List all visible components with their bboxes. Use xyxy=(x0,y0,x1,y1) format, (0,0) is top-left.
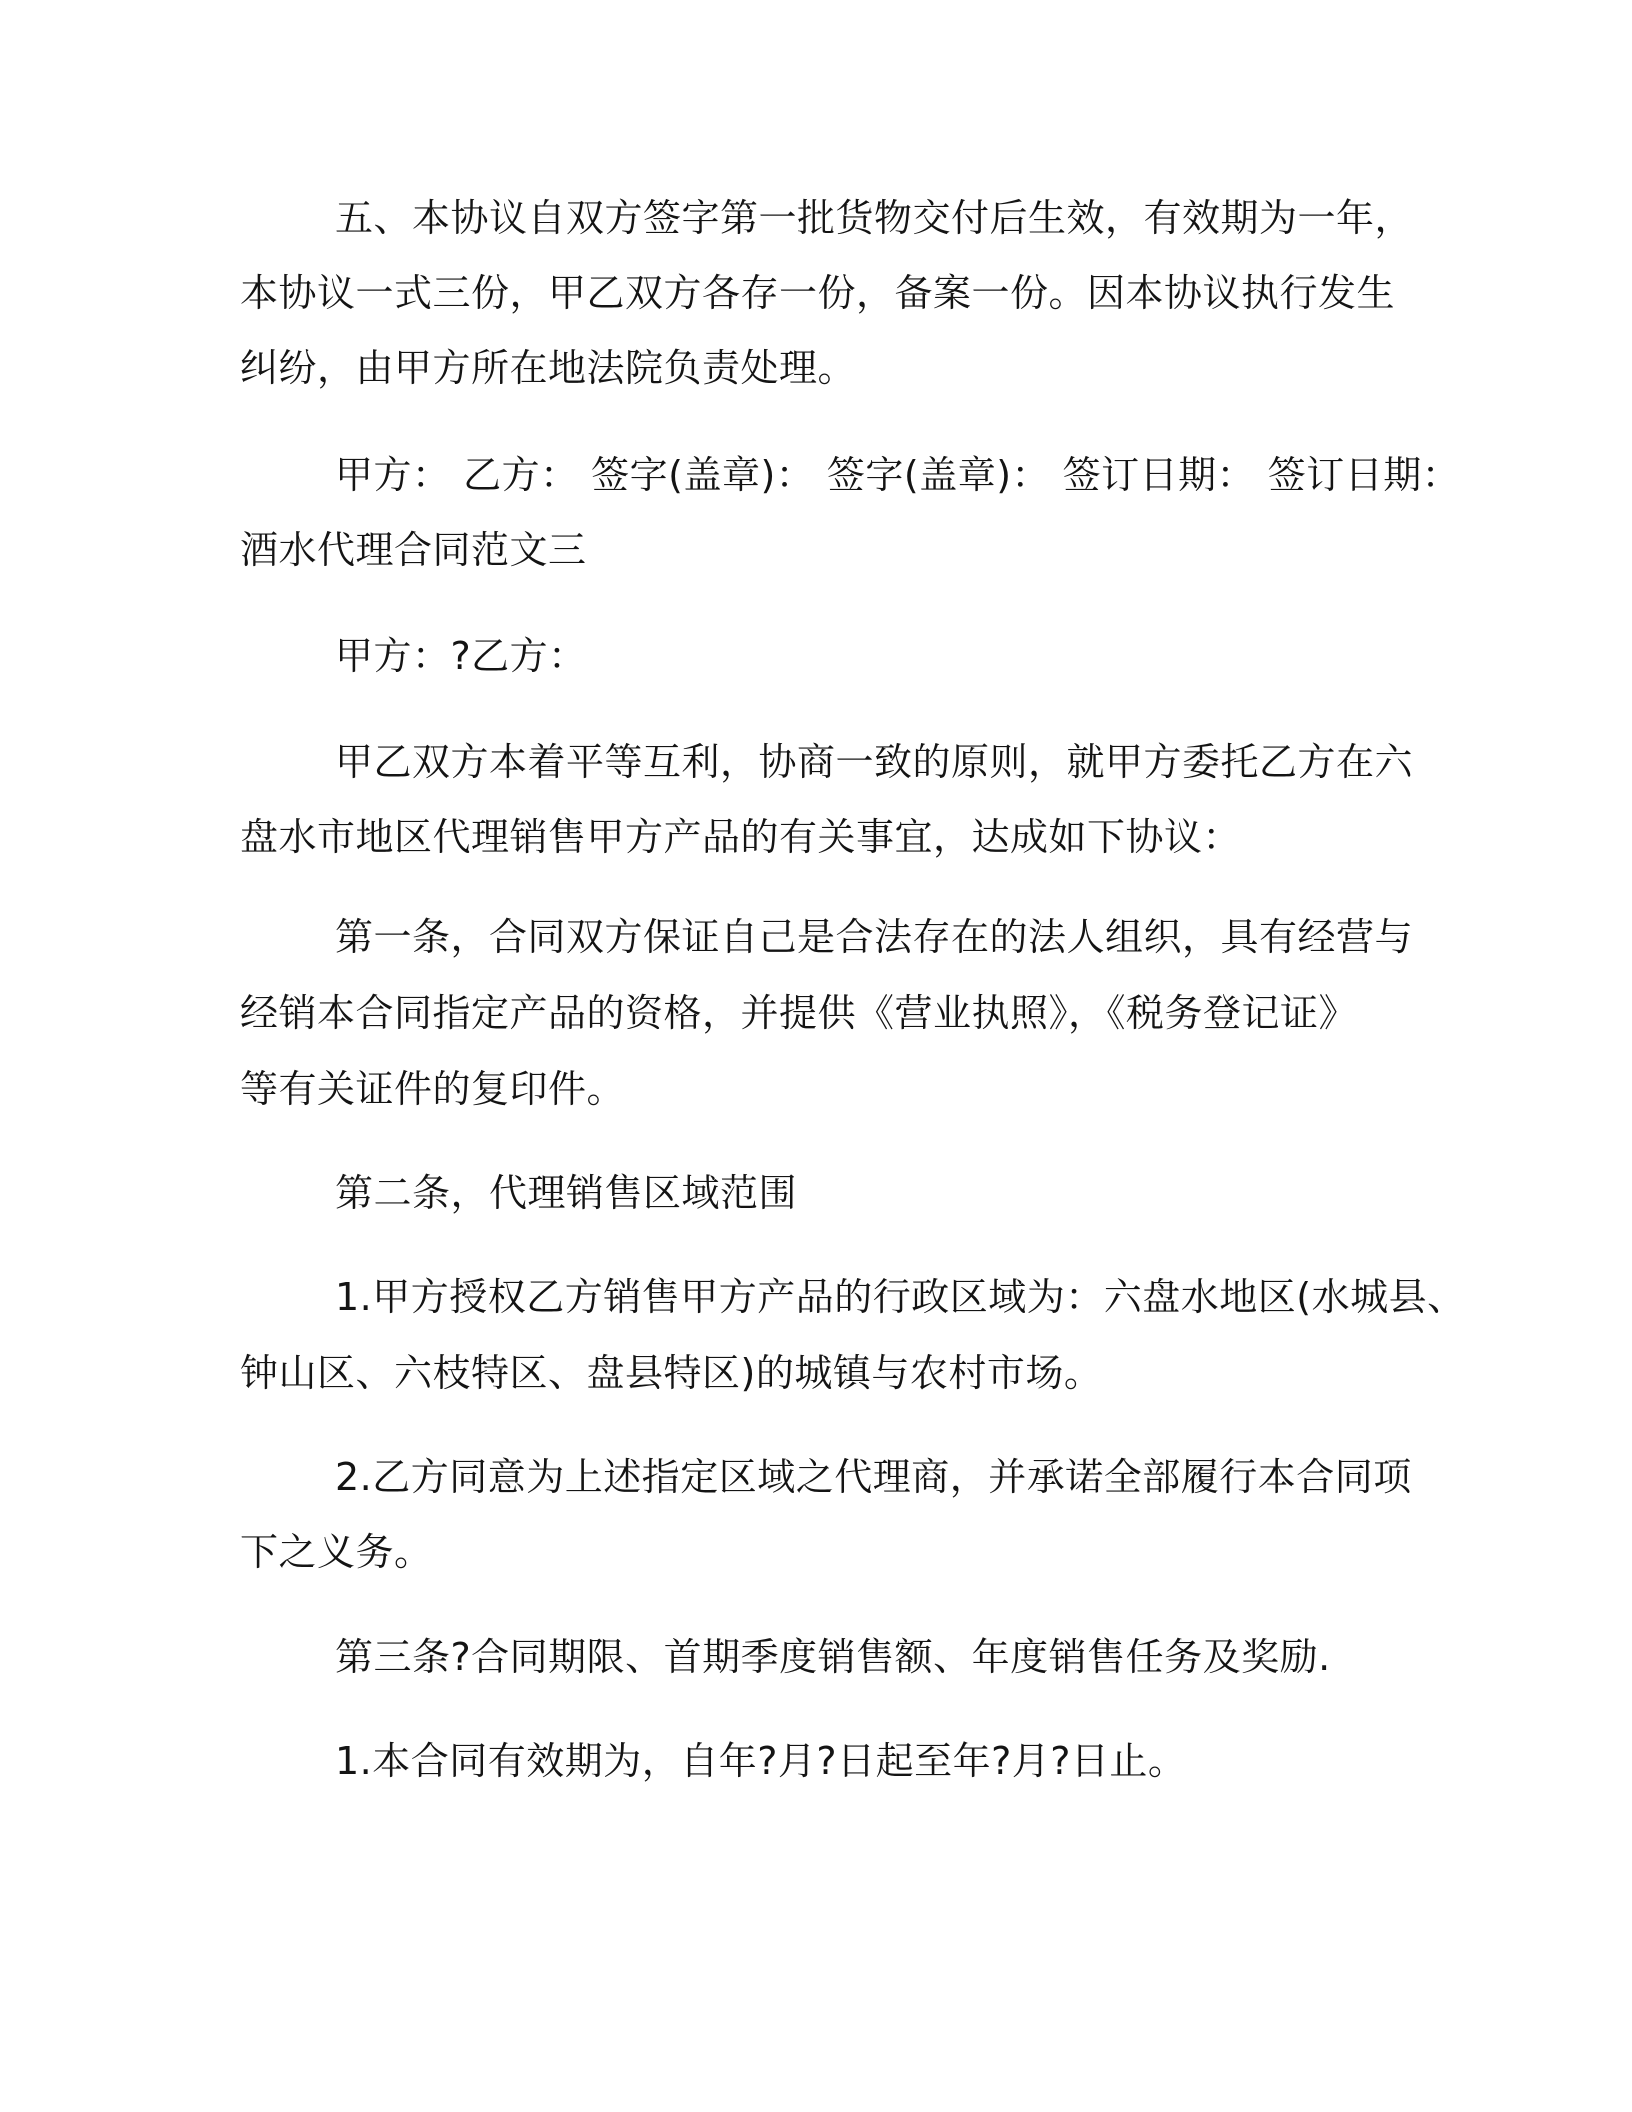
paragraph-8-line-1: 2.乙方同意为上述指定区域之代理商，并承诺全部履行本合同项 xyxy=(335,1455,1412,1499)
paragraph-5-line-2: 经销本合同指定产品的资格，并提供《营业执照》，《税务登记证》 xyxy=(240,991,1358,1035)
paragraph-4-line-2: 盘水市地区代理销售甲方产品的有关事宜，达成如下协议： xyxy=(240,815,1242,859)
paragraph-2-line-1: 甲方： 乙方： 签字(盖章)： 签字(盖章)： 签订日期： 签订日期： xyxy=(335,453,1461,497)
paragraph-3-line-1: 甲方：?乙方： xyxy=(335,634,587,678)
paragraph-9-line-1: 第三条?合同期限、首期季度销售额、年度销售任务及奖励. xyxy=(335,1635,1331,1679)
paragraph-1-line-1: 五、本协议自双方签字第一批货物交付后生效，有效期为一年， xyxy=(335,196,1414,240)
paragraph-4-line-1: 甲乙双方本着平等互利，协商一致的原则，就甲方委托乙方在六 xyxy=(335,740,1414,784)
paragraph-1-line-3: 纠纷，由甲方所在地法院负责处理。 xyxy=(240,346,857,390)
paragraph-6-line-1: 第二条，代理销售区域范围 xyxy=(335,1171,798,1215)
paragraph-7-line-2: 钟山区、六枝特区、盘县特区)的城镇与农村市场。 xyxy=(240,1351,1103,1395)
paragraph-1-line-2: 本协议一式三份，甲乙双方各存一份，备案一份。因本协议执行发生 xyxy=(240,271,1396,315)
paragraph-7-line-1: 1.甲方授权乙方销售甲方产品的行政区域为：六盘水地区(水城县、 xyxy=(335,1275,1466,1319)
paragraph-5-line-3: 等有关证件的复印件。 xyxy=(240,1067,626,1111)
paragraph-8-line-2: 下之义务。 xyxy=(240,1530,433,1574)
paragraph-5-line-1: 第一条，合同双方保证自己是合法存在的法人组织，具有经营与 xyxy=(335,915,1414,959)
paragraph-10-line-1: 1.本合同有效期为，自年?月?日起至年?月?日止。 xyxy=(335,1739,1187,1783)
paragraph-2-line-2: 酒水代理合同范文三 xyxy=(240,528,587,572)
